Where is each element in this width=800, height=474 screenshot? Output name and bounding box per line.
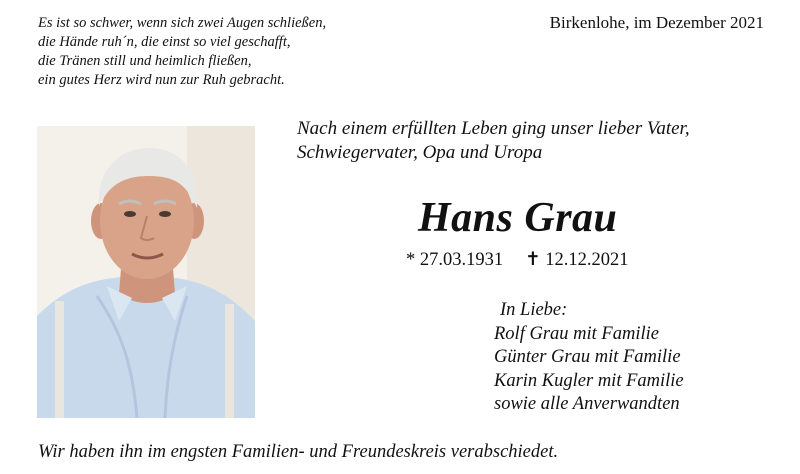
intro-line: Schwiegervater, Opa und Uropa bbox=[297, 142, 543, 163]
mourner-entry: Günter Grau mit Familie bbox=[494, 347, 681, 367]
poem-line: Es ist so schwer, wenn sich zwei Augen schließen, bbox=[38, 15, 327, 31]
birth-date: * 27.03.1931 bbox=[406, 250, 504, 270]
intro-line: Nach einem erfüllten Leben ging unser lieber Vater, bbox=[297, 118, 690, 139]
poem-line: die Hände ruh´n, die einst so viel geschafft, bbox=[38, 34, 291, 50]
mourners-heading: In Liebe: bbox=[500, 300, 568, 320]
mourners-list bbox=[494, 299, 684, 417]
memorial-poem bbox=[38, 14, 326, 90]
announcement-intro bbox=[297, 117, 690, 165]
mourner-entry: Karin Kugler mit Familie bbox=[494, 370, 684, 391]
farewell-note: Wir haben ihn im engsten Familien- und Freundeskreis verabschiedet. bbox=[38, 442, 559, 462]
mourner-entry: sowie alle Anverwandten bbox=[494, 394, 680, 414]
poem-line: die Tränen still und heimlich fließen, bbox=[38, 53, 252, 69]
life-dates bbox=[406, 249, 629, 271]
poem-line: ein gutes Herz wird nun zur Ruh gebracht. bbox=[38, 72, 285, 88]
portrait-illustration bbox=[37, 126, 255, 418]
portrait-photo bbox=[37, 126, 255, 418]
death-date: ✝ 12.12.2021 bbox=[525, 250, 629, 270]
deceased-name: Hans Grau bbox=[418, 195, 618, 241]
mourner-entry: Rolf Grau mit Familie bbox=[494, 323, 659, 344]
place-and-date: Birkenlohe, im Dezember 2021 bbox=[549, 13, 764, 32]
